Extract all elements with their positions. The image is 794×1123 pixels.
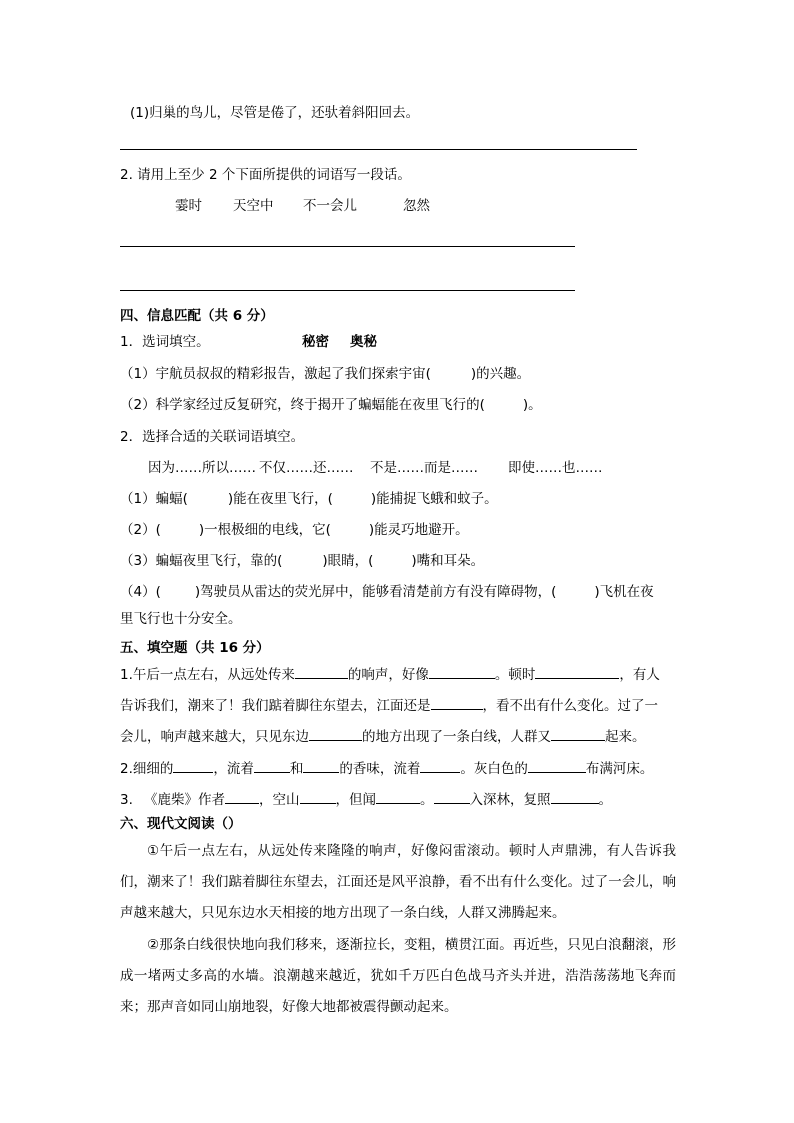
blank[interactable] [376,789,420,804]
blank[interactable] [295,664,348,679]
blank[interactable] [225,789,259,804]
blank[interactable] [254,758,290,773]
word-2: 天空中 [233,198,274,214]
blank[interactable] [173,758,213,773]
word-bank [175,196,430,216]
fill-line-1: 1.午后一点左右，从远处传来 的响声，好像 。顿时 ，有人 [120,664,660,685]
q1-word-2: 奥秘 [350,334,377,350]
reading-paragraph-2: ②那条白线很快地向我们移来，逐渐拉长，变粗，横贯江面。再近些，只见白浪翻滚，形成一堵两丈多高的水墙。浪潮越来越近，犹如千万匹白色战马齐头并进，浩浩荡荡地飞奔而来；那声音如同山崩地裂，好像大地都被震得颤动起来。 [120,937,676,1015]
blank[interactable] [303,758,339,773]
reading-paragraph-1: ①午后一点左右，从远处传来隆隆的响声，好像闷雷滚动。顿时人声鼎沸，有人告诉我们，潮来了！我们踮着脚往东望去，江面还是风平浪静，看不出有什么变化。过了一会儿，响声越来越大，只见东边水天相接的地方出现了一条白线，人群又沸腾起来。 [120,843,676,921]
blank[interactable] [434,789,470,804]
word-1: 霎时 [175,198,202,214]
answer-line[interactable] [120,246,575,247]
fill-line-3: 会儿，响声越来越大，只见东边 的地方出现了一条白线，人群又 起来。 [120,726,646,747]
blank[interactable] [429,664,495,679]
answer-line[interactable] [120,149,637,150]
fill-line-4: 2.细细的 ，流着 和 的香味，流着 。灰白色的 布满河床。 [120,758,653,779]
q1-label: 1．选词填空。 [120,334,210,350]
fill-line-5: 3. 《鹿柴》作者 ，空山 ，但闻 。 入深林，复照 。 [120,789,612,810]
blank[interactable] [528,758,586,773]
blank[interactable] [420,758,460,773]
fill-line-2: 告诉我们，潮来了！我们踮着脚往东望去，江面还是 ，看不出有什么变化。过了一 [120,695,658,716]
blank[interactable] [535,664,619,679]
blank[interactable] [300,789,336,804]
q1-sentence-2: （2）科学家经过反复研究，终于揭开了蝙蝠能在夜里飞行的( )。 [120,397,542,413]
q2-sentence-1: （1）蝙蝠( )能在夜里飞行，( )能捕捉飞蛾和蚊子。 [120,491,498,507]
option-4: 即使……也…… [508,460,603,476]
option-3: 不是……而是…… [370,460,478,476]
q2-sentence-3: （3）蝙蝠夜里飞行，靠的( )眼睛，( )嘴和耳朵。 [120,553,485,569]
blank[interactable] [551,726,605,741]
word-4: 忽然 [403,198,430,214]
q1-word-1: 秘密 [302,334,329,350]
blank[interactable] [309,726,362,741]
q2-label: 2．选择合适的关联词语填空。 [120,429,305,445]
blank[interactable] [431,695,483,710]
section-6-heading: 六、现代文阅读（） [120,816,242,832]
q1-sentence-1: （1）宇航员叔叔的精彩报告，激起了我们探索宇宙( )的兴趣。 [120,366,531,382]
option-2: 不仅……还…… [259,460,354,476]
q2-sentence-2: （2）( )一根极细的电线，它( )能灵巧地避开。 [120,522,469,538]
q2-sentence-4: （4）( )驾驶员从雷达的荧光屏中，能够看清楚前方有没有障碍物，( )飞机在夜 [120,584,654,600]
conjunction-options [148,458,603,478]
answer-line[interactable] [120,290,575,291]
question-2: 2. 请用上至少 2 个下面所提供的词语写一段话。 [120,167,411,183]
option-1: 因为……所以…… [148,460,256,476]
q2-sentence-4-cont: 里飞行也十分安全。 [120,611,242,627]
word-3: 不一会儿 [303,198,357,214]
blank[interactable] [551,789,599,804]
section-5-heading: 五、填空题（共 16 分） [120,640,270,656]
sentence-item-1: (1)归巢的鸟儿，尽管是倦了，还驮着斜阳回去。 [130,105,420,121]
section-4-heading: 四、信息匹配（共 6 分） [120,308,274,324]
